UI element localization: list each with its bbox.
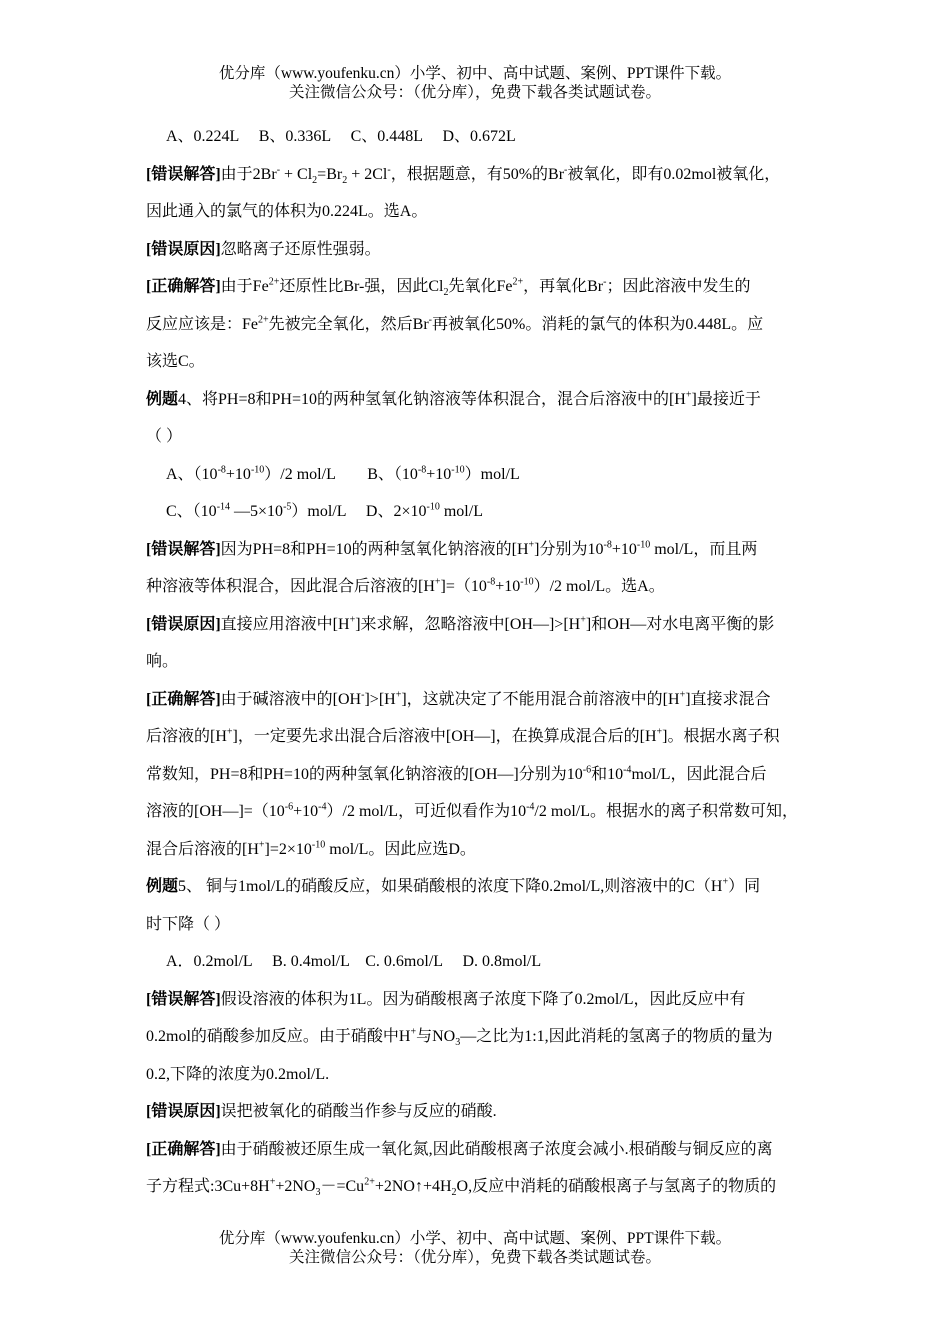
text: ]=2×10 — [264, 840, 312, 858]
text: ]>[H — [364, 690, 396, 708]
q5-correct-answer-line-1 — [146, 1131, 818, 1169]
q3-wrong-answer-line-1 — [146, 156, 818, 194]
text: －=Cu — [320, 1178, 365, 1195]
sup: 2+ — [364, 1176, 375, 1188]
header-line-2: 关注微信公众号：（优分库），免费下载各类试题试卷。 — [288, 84, 661, 101]
text: 先被完全氧化，然后Br — [268, 315, 429, 333]
q3-correct-answer-line-2 — [146, 306, 818, 344]
sup: + — [434, 576, 441, 588]
q3-wrong-answer-line-2: 因此通入的氯气的体积为0.224L。选A。 — [146, 203, 428, 220]
text: +2NO↑+4H — [374, 1178, 452, 1195]
sup: -4 — [318, 801, 327, 813]
sub: 3 — [455, 1037, 461, 1049]
text: +2NO — [275, 1178, 316, 1195]
text: +10 — [426, 465, 452, 483]
sup: + — [349, 614, 356, 626]
q3-options: A、0.224L B、0.336L C、0.448L D、0.672L — [166, 128, 516, 145]
sup: -8 — [417, 464, 427, 476]
sup: - — [564, 164, 568, 176]
text: mol/L — [439, 503, 483, 520]
sup: -10 — [426, 501, 440, 513]
sup: - — [387, 164, 391, 176]
text: ]分别为10 — [534, 540, 604, 558]
sup: -6 — [284, 801, 294, 813]
sub: 2 — [443, 287, 449, 299]
text: ）mol/L — [464, 465, 520, 483]
text: 种溶液等体积混合，因此混合后溶液的[H — [146, 578, 435, 595]
text: A、（10 — [166, 465, 218, 483]
text: 由于硝酸被还原生成一氧化氮,因此硝酸根离子浓度会减小.根硝酸与铜反应的离 — [220, 1140, 773, 1158]
text: 还原性比Br-强，因此Cl — [279, 278, 444, 295]
text: mol/L。因此应选D。 — [325, 840, 476, 858]
text: 直接应用溶液中[H — [220, 615, 350, 633]
sup: -5 — [283, 501, 292, 513]
text: 0.2mol的硝酸参加反应。由于硝酸中H — [146, 1028, 411, 1045]
sup: + — [410, 1026, 417, 1038]
sup: - — [361, 689, 365, 701]
text: 先氧化Fe — [448, 278, 513, 295]
text: 与NO — [416, 1028, 456, 1045]
sup: -14 — [216, 501, 231, 513]
text: ]。根据水离子积 — [662, 728, 780, 745]
sub: 2 — [312, 174, 318, 186]
sup: -4 — [623, 764, 632, 776]
text: +10 — [611, 540, 637, 558]
wrong-reason-tag: [错误原因] — [146, 615, 221, 633]
q4-wrong-reason-line-2: 响。 — [146, 653, 179, 670]
text: + 2Cl — [347, 165, 388, 183]
sub: 2 — [342, 174, 348, 186]
text: 误把被氧化的硝酸当作参与反应的硝酸. — [220, 1103, 497, 1120]
text: ）mol/L D、2×10 — [291, 503, 427, 520]
sup: -8 — [486, 576, 496, 588]
text: 因为PH=8和PH=10的两种氢氧化钠溶液的[H — [220, 540, 529, 558]
header-line-1: 优分库（www.youfenku.cn）小学、初中、高中试题、案例、PPT课件下载。 — [218, 65, 732, 82]
text: ]，这就决定了不能用混合前溶液中的[H — [401, 690, 680, 708]
q3-wrong-reason — [146, 231, 818, 269]
sup: + — [722, 876, 729, 888]
sup: -8 — [603, 539, 612, 551]
q4-wrong-reason-line-1 — [146, 606, 818, 644]
q4-options-cd — [146, 493, 818, 531]
sub: 3 — [315, 1187, 321, 1199]
text: 反应应该是：Fe — [146, 315, 259, 333]
sup: - — [276, 164, 281, 176]
q3-correct-answer-line-3: 该选C。 — [146, 353, 205, 370]
wrong-reason-tag: [错误原因] — [146, 1103, 221, 1120]
text: +10 — [495, 578, 521, 595]
sup: + — [258, 839, 265, 851]
sup: 2+ — [268, 276, 280, 288]
q4-stem-line-2: （ ） — [146, 428, 183, 445]
text: 5、 铜与1mol/L的硝酸反应，如果硝酸根的浓度下降0.2mol/L,则溶液中的C（H — [178, 878, 723, 895]
sup: -4 — [526, 801, 535, 813]
footer-line-1: 优分库（www.youfenku.cn）小学、初中、高中试题、案例、PPT课件下载。 — [218, 1230, 732, 1247]
text: ）同 — [728, 878, 761, 895]
q4-stem-line-1 — [146, 381, 818, 419]
text: ）/2 mol/L B、（10 — [264, 465, 418, 483]
sup: - — [428, 314, 433, 326]
sup: + — [528, 539, 535, 551]
sup: -6 — [582, 764, 592, 776]
q5-options: A．0.2mol/L B. 0.4mol/L C. 0.6mol/L D. 0.8mol/L — [166, 953, 542, 970]
text: 由于碱溶液中的[OH — [220, 690, 362, 708]
q5-wrong-answer-line-2 — [146, 1018, 818, 1056]
wrong-answer-tag: [错误解答] — [146, 540, 221, 558]
text: ）/2 mol/L，可近似看作为10 — [326, 803, 527, 820]
sup: + — [269, 1176, 276, 1188]
sup: 2+ — [512, 276, 524, 288]
text: 忽略离子还原性强弱。 — [220, 240, 381, 258]
text: mol/L，因此混合后 — [631, 765, 767, 783]
text: 被氧化，即有0.02mol被氧化， — [567, 165, 781, 183]
text: ]直接求混合 — [685, 690, 771, 708]
text: 假设溶液的体积为1L。因为硝酸根离子浓度下降了0.2mol/L，因此反应中有 — [220, 990, 746, 1008]
sup: -10 — [520, 576, 534, 588]
footer-line-2: 关注微信公众号：（优分库），免费下载各类试题试卷。 — [288, 1249, 661, 1266]
example-label: 例题 — [146, 878, 179, 895]
text: 和10 — [591, 765, 624, 783]
text: ]=（10 — [440, 578, 487, 595]
page-footer — [0, 1229, 950, 1267]
text: —5×10 — [230, 503, 284, 520]
wrong-answer-tag: [错误解答] — [146, 990, 221, 1008]
q3-correct-answer-line-1 — [146, 268, 818, 306]
text: 后溶液的[H — [146, 728, 227, 745]
text: ）/2 mol/L。选A。 — [533, 578, 665, 595]
q4-wrong-answer-line-1 — [146, 531, 818, 569]
page-header — [0, 64, 950, 102]
q4-wrong-answer-line-2 — [146, 568, 818, 606]
text: ]来求解，忽略溶液中[OH—]>[H — [355, 615, 581, 633]
document-body — [146, 118, 818, 1206]
text: —之比为1:1,因此消耗的氢离子的物质的量为 — [460, 1028, 773, 1045]
sup: + — [656, 726, 663, 738]
text: 溶液的[OH—]=（10 — [146, 803, 285, 820]
text: ，根据题意，有50%的Br — [390, 165, 565, 183]
text: ]和OH—对水电离平衡的影 — [585, 615, 775, 633]
q4-options-ab — [146, 456, 818, 494]
sup: -10 — [250, 464, 265, 476]
sup: - — [603, 276, 607, 288]
text: 由于Fe — [220, 278, 269, 295]
q5-stem-line-2: 时下降（ ） — [146, 915, 231, 933]
sup: + — [679, 689, 686, 701]
q5-stem-line-1 — [146, 868, 818, 906]
wrong-answer-tag: [错误解答] — [146, 165, 221, 183]
text: ]，一定要先求出混合后溶液中[OH—]，在换算成混合后的[H — [232, 728, 657, 745]
wrong-reason-tag: [错误原因] — [146, 240, 221, 258]
sup: + — [226, 726, 233, 738]
q5-correct-answer-line-2 — [146, 1168, 818, 1206]
text: ]最接近于 — [691, 390, 761, 408]
correct-answer-tag: [正确解答] — [146, 1140, 221, 1158]
text: +10 — [225, 465, 251, 483]
q4-correct-answer-line-1 — [146, 681, 818, 719]
correct-answer-tag: [正确解答] — [146, 690, 221, 708]
q4-correct-answer-line-4 — [146, 793, 818, 831]
text: +10 — [293, 803, 319, 820]
q4-correct-answer-line-5 — [146, 831, 818, 869]
q5-wrong-reason — [146, 1093, 818, 1131]
q4-correct-answer-line-2 — [146, 718, 818, 756]
text: 常数知，PH=8和PH=10的两种氢氧化钠溶液的[OH—]分别为10 — [146, 765, 583, 783]
text: O,反应中消耗的硝酸根离子与氢离子的物质的 — [456, 1178, 777, 1195]
text: 4、将PH=8和PH=10的两种氢氧化钠溶液等体积混合，混合后溶液中的[H — [178, 390, 686, 408]
text: =Br — [317, 165, 343, 183]
text: C、（10 — [166, 503, 217, 520]
sup: -10 — [311, 839, 326, 851]
text: /2 mol/L。根据水的离子积常数可知， — [534, 803, 798, 820]
q5-wrong-answer-line-1 — [146, 981, 818, 1019]
q4-correct-answer-line-3 — [146, 756, 818, 794]
sup: -10 — [451, 464, 465, 476]
text: ；因此溶液中发生的 — [606, 278, 751, 295]
text: 由于2Br — [220, 165, 277, 183]
sup: 2+ — [258, 314, 269, 326]
text: 混合后溶液的[H — [146, 840, 259, 858]
q5-wrong-answer-line-3: 0.2,下降的浓度为0.2mol/L. — [146, 1065, 330, 1083]
sup: -8 — [217, 464, 226, 476]
sup: + — [580, 614, 586, 626]
text: mol/L，而且两 — [650, 540, 758, 558]
example-label: 例题 — [146, 390, 179, 408]
text: 再被氧化50%。消耗的氯气的体积为0.448L。应 — [432, 315, 764, 333]
text: + Cl — [280, 165, 313, 183]
correct-answer-tag: [正确解答] — [146, 278, 221, 295]
text: ，再氧化Br — [523, 278, 604, 295]
sup: + — [395, 689, 402, 701]
sup: -10 — [636, 539, 651, 551]
sup: + — [685, 389, 692, 401]
sub: 2 — [451, 1187, 457, 1199]
text: 子方程式:3Cu+8H — [146, 1178, 270, 1195]
